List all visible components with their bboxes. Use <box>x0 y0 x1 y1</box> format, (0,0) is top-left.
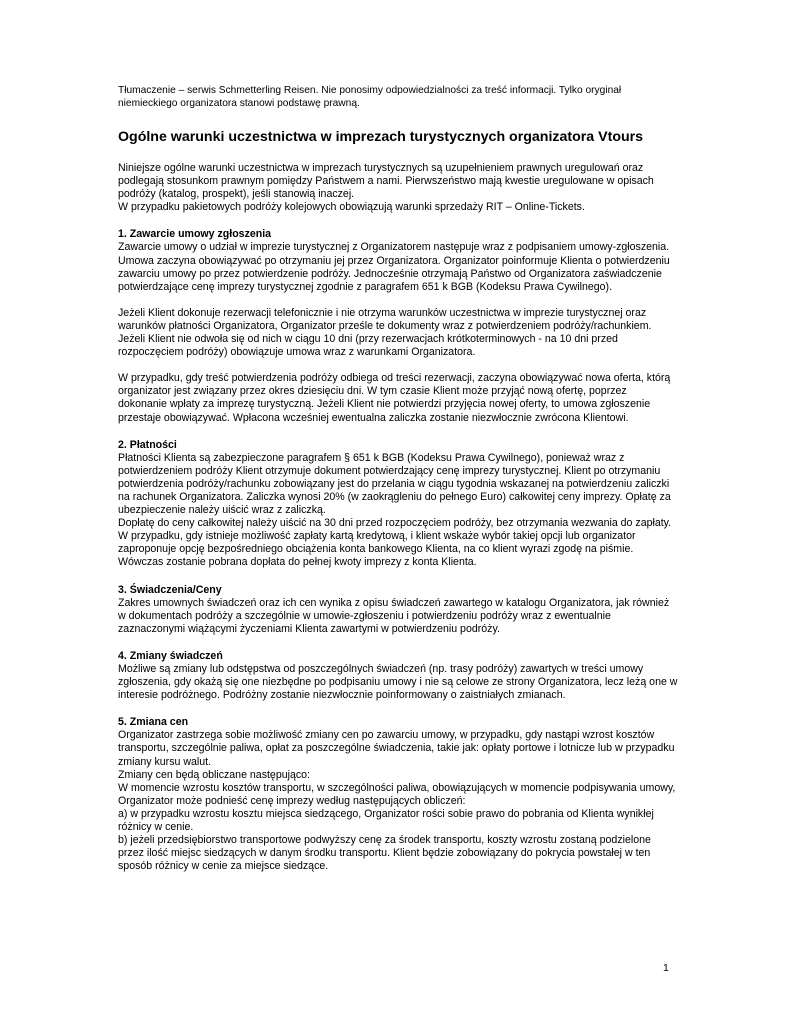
section-paragraph: a) w przypadku wzrostu kosztu miejsca siedzącego, Organizator rości sobie prawo do pobrania od Klienta wynikłej różnicy w cenie. <box>118 807 654 834</box>
section-service-changes <box>118 650 678 702</box>
section-paragraph: Dopłatę do ceny całkowitej należy uiścić na 30 dni przed rozpoczęciem podróży, bez otrzymania wezwania do zapłaty. <box>118 517 672 530</box>
section-payments <box>118 439 678 570</box>
section-paragraph: Zmiany cen będą obliczane następująco: <box>118 768 310 781</box>
intro-paragraph: W przypadku pakietowych podróży kolejowych obowiązują warunki sprzedaży RIT – Online-Tickets. <box>118 201 585 214</box>
section-paragraph: Jeżeli Klient dokonuje rezerwacji telefonicznie i nie otrzyma warunków uczestnictwa w imprezie turystycznej oraz warunków płatności Organizatora, Organizator prześle te dokumenty wraz z potwierdzeniem podróży/rachunkiem. <box>118 306 652 332</box>
document-title: Ogólne warunki uczestnictwa w imprezach turystycznych organizatora Vtours <box>118 129 644 145</box>
section-paragraph: Zakres umownych świadczeń oraz ich cen wynika z opisu świadczeń zawartego w katalogu Organizatora, jak również w dokumentach podróży a szczególnie w umowie-zgłoszeniu i potwierdzeniu podróży wraz z ewentualnie zaznaczonymi wiążącymi życzeniami Klienta zawartymi w potwierdzeniu podróży. <box>118 596 670 635</box>
section-heading: 3. Świadczenia/Ceny <box>118 583 222 596</box>
intro-section <box>118 162 678 214</box>
section-heading: 4. Zmiany świadczeń <box>118 649 223 662</box>
section-paragraph: W przypadku, gdy treść potwierdzenia podróży odbiega od treści rezerwacji, zaczyna obowiązywać nowa oferta, którą organizator jest związany przez okres dziesięciu dni. W tym czasie Klient może przyjąć nową ofertę, poprzez dokonanie wpłaty za imprezę turystyczną. Jeżeli Klient nie potwierdzi przyjęcia nowej oferty, to umowa zgłoszenie przestaje obowiązywać. Wpłacona wcześniej ewentualna zaliczka zostanie niezwłocznie zwrócona Klientowi. <box>118 372 671 424</box>
intro-paragraph: Niniejsze ogólne warunki uczestnictwa w imprezach turystycznych są uzupełnieniem prawnych uregulowań oraz podlegają stosunkom prawnym pomiędzy Państwem a nami. Pierwszeństwo mają kwestie uregulowane w opisach podróży (katalog, prospekt), jeśli stanowią inaczej. <box>118 162 654 201</box>
section-paragraph: Zawarcie umowy o udział w imprezie turystycznej z Organizatorem następuje wraz z podpisaniem umowy-zgłoszenia. Umowa zaczyna obowiązywać po otrzymaniu jej przez Organizatora. Organizator poinformuje Klienta o potwierdzeniu zawarciu umowy po przez potwierdzenie podróży. Jednocześnie otrzymają Państwo od Organizatora zaświadczenie potwierdzające cenę imprezy turystycznej zgodnie z paragrafem 651 k BGB (Kodeksu Prawa Cywilnego). <box>118 241 670 293</box>
section-paragraph: Płatności Klienta są zabezpieczone paragrafem § 651 k BGB (Kodeksu Prawa Cywilnego), ponieważ wraz z potwierdzeniem podróży Klient otrzymuje dokument potwierdzający cenę imprezy turystycznej. Klient po otrzymaniu potwierdzenia podróży/rachunku zobowiązany jest do przelania w ciągu tygodnia wskazanej na potwierdzeniu zaliczki na rachunek Organizatora. Zaliczka wynosi 20% (w zaokrągleniu do pełnego Euro) całkowitej ceny imprezy. Opłatę za ubezpieczenie należy uiścić wraz z zaliczką. <box>118 451 671 517</box>
section-contract <box>118 228 678 424</box>
section-heading: 5. Zmiana cen <box>118 716 189 729</box>
section-paragraph: b) jeżeli przedsiębiorstwo transportowe podwyższy cenę za środek transportu, koszty wzrostu zostaną podzielone przez ilość miejsc siedzących w danym środku transportu. Klient będzie zobowiązany do pokrycia powstałej w ten sposób różnicy w cenie za miejsce siedzące. <box>118 834 651 873</box>
section-paragraph: Jeżeli Klient nie odwoła się od nich w ciągu 10 dni (przy rezerwacjach krótkoterminowych - na 10 dni przed rozpoczęciem podróży) obowiązuje umowa wraz z warunkami Organizatora. <box>118 333 618 359</box>
translation-disclaimer: Tłumaczenie – serwis Schmetterling Reisen. Nie ponosimy odpowiedzialności za treść informacji. Tylko oryginał niemieckiego organizatora stanowi podstawę prawną. <box>118 85 622 109</box>
page-number: 1 <box>663 962 669 974</box>
section-paragraph: Możliwe są zmiany lub odstępstwa od poszczególnych świadczeń (np. trasy podróży) zawartych w treści umowy zgłoszenia, gdy okażą się one niezbędne po podpisaniu umowy i nie są celowe ze strony Organizatora, lecz leżą one w interesie podróżnego. Podróżny zostanie niezwłocznie poinformowany o zaistniałych zmianach. <box>118 663 678 702</box>
section-services-prices <box>118 584 678 636</box>
document-page <box>118 84 678 887</box>
section-heading: 2. Płatności <box>118 438 177 451</box>
section-price-changes <box>118 716 678 873</box>
section-paragraph: W momencie wzrostu kosztów transportu, w szczególności paliwa, obowiązujących w momencie podpisywania umowy, Organizator może podnieść cenę imprezy według następujących obliczeń: <box>118 781 676 807</box>
section-paragraph: W przypadku, gdy istnieje możliwość zapłaty kartą kredytową, i klient wskaże wybór takiej opcji lub organizator zaproponuje opcję bezpośredniego obciążenia konta bankowego Klienta, na co klient wyrazi zgodę na piśmie. Wówczas zostanie pobrana dopłata do pełnej kwoty imprezy z konta Klienta. <box>118 530 636 569</box>
section-paragraph: Organizator zastrzega sobie możliwość zmiany cen po zawarciu umowy, w przypadku, gdy nastąpi wzrost kosztów transportu, szczególnie paliwa, opłat za poszczególne świadczenia, takie jak: opłaty portowe i lotnicze lub w przypadku zmiany kursu walut. <box>118 729 675 768</box>
section-heading: 1. Zawarcie umowy zgłoszenia <box>118 228 272 241</box>
